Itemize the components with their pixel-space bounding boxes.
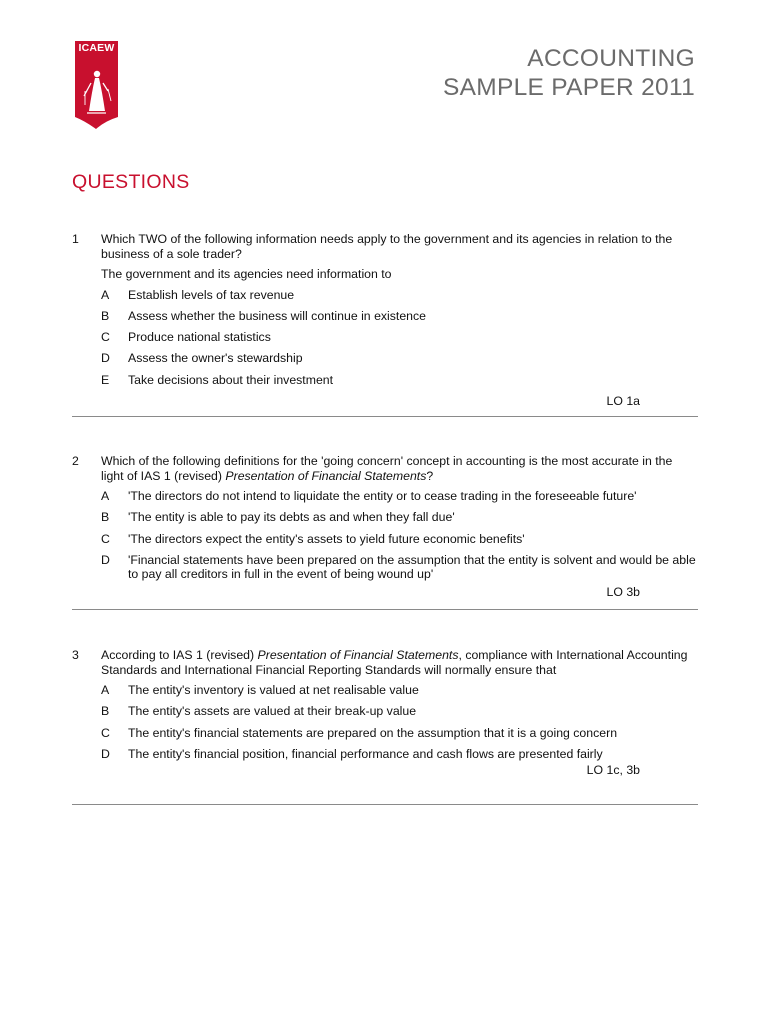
logo-wordmark: ICAEW [78, 42, 115, 54]
option-a [101, 489, 697, 504]
option-text: Take decisions about their investment [128, 372, 334, 387]
option-a [101, 288, 697, 303]
question-number: 2 [72, 454, 79, 468]
option-letter: D [101, 351, 110, 366]
option-c [101, 532, 697, 547]
option-letter: D [101, 552, 110, 567]
section-title: QUESTIONS [72, 171, 190, 193]
option-letter: B [101, 704, 110, 719]
divider [72, 609, 698, 610]
option-c [101, 726, 697, 741]
option-letter: A [101, 287, 110, 302]
option-text: Establish levels of tax revenue [128, 287, 295, 302]
paper-title-line2: SAMPLE PAPER 2011 [442, 74, 695, 101]
option-letter: B [101, 510, 110, 525]
learning-outcome: LO 1c, 3b [586, 763, 640, 778]
standard-title: Presentation of Financial Statements [257, 648, 459, 662]
divider [72, 804, 698, 805]
option-b [101, 309, 697, 324]
option-text: The entity's inventory is valued at net realisable value [128, 683, 419, 697]
standard-title: Presentation of Financial Statements [225, 468, 427, 483]
option-text: 'The entity is able to pay its debts as and when they fall due' [128, 510, 455, 525]
stem-text-end: ? [426, 468, 434, 483]
paper-title [443, 44, 695, 102]
question-number: 1 [72, 232, 79, 246]
stem-text-end: , compliance with International Accounting Standards and International Financial Reporting Standards will normally ensure that [101, 648, 688, 677]
question-stem [101, 454, 697, 483]
option-text: The entity's assets are valued at their break-up value [128, 704, 417, 719]
option-letter: E [101, 372, 110, 387]
option-letter: A [101, 683, 110, 697]
question-number: 3 [72, 648, 79, 662]
question-3 [72, 648, 698, 778]
question-intro: The government and its agencies need information to [101, 267, 392, 281]
option-text: The entity's financial position, financial performance and cash flows are presented fairly [128, 746, 603, 761]
option-letter: D [101, 746, 110, 761]
learning-outcome: LO 3b [606, 584, 640, 599]
question-2 [72, 454, 698, 599]
option-d [101, 351, 697, 366]
icaew-logo [75, 41, 118, 129]
option-b [101, 704, 697, 719]
option-text: Assess the owner's stewardship [128, 351, 303, 366]
divider [72, 416, 698, 417]
option-letter: C [101, 330, 110, 345]
option-d [101, 553, 697, 582]
stem-text: Which of the following definitions for the 'going concern' concept in accounting is the most accurate in the light of IAS 1 (revised) [101, 454, 673, 483]
option-text: Assess whether the business will continue in existence [128, 308, 427, 323]
option-letter: A [101, 489, 110, 503]
option-letter: C [101, 725, 110, 740]
learning-outcome: LO 1a [606, 393, 640, 408]
option-text: 'The directors expect the entity's assets to yield future economic benefits' [128, 531, 525, 546]
option-text: Produce national statistics [128, 330, 271, 345]
option-c [101, 330, 697, 345]
option-text: 'Financial statements have been prepared on the assumption that the entity is solvent and would be able to pay all creditors in full in the event of being wound up' [128, 552, 696, 582]
option-letter: C [101, 531, 110, 546]
option-d [101, 747, 697, 762]
option-e [101, 373, 697, 388]
option-text: The entity's financial statements are prepared on the assumption that it is a going concern [128, 725, 618, 740]
option-a [101, 683, 697, 698]
option-text: 'The directors do not intend to liquidate the entity or to cease trading in the foreseeable future' [128, 489, 637, 503]
question-stem: Which TWO of the following information needs apply to the government and its agencies in relation to the business of a sole trader? [101, 232, 673, 261]
option-letter: B [101, 308, 110, 323]
question-stem [101, 648, 697, 677]
option-b [101, 510, 697, 525]
paper-title-line1: ACCOUNTING [527, 45, 695, 72]
stem-text: According to IAS 1 (revised) [101, 648, 258, 662]
question-1 [72, 232, 698, 408]
